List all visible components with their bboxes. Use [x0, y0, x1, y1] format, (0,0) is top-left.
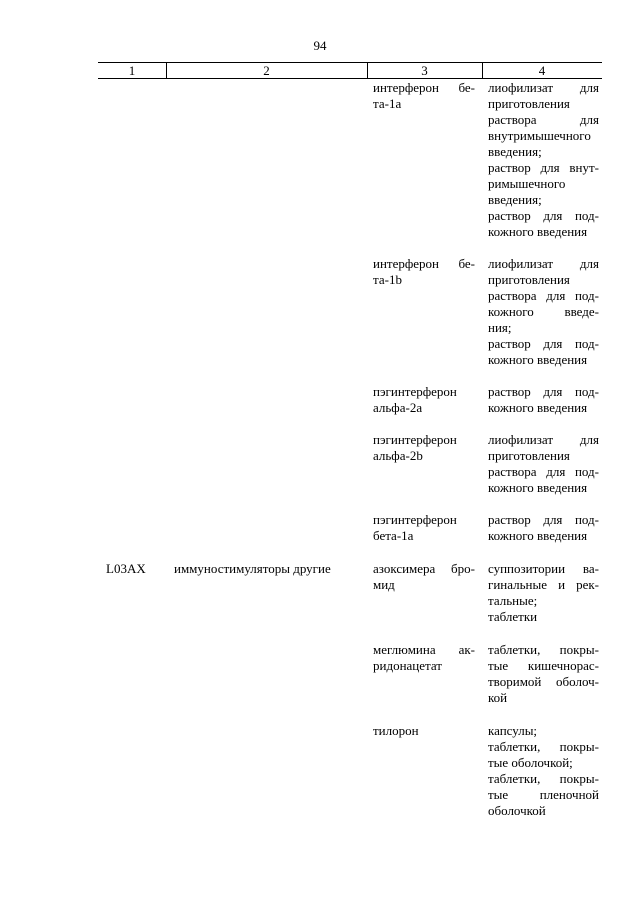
dosage-form-line: раствора для под-: [488, 288, 599, 303]
drug-name-line: ридонацетат: [373, 658, 442, 673]
column-header-2: 2: [263, 63, 270, 78]
dosage-form-line: раствор для внут-: [488, 160, 599, 175]
dosage-form-line: творимой оболоч-: [488, 674, 599, 689]
dosage-form-line: тые пленочной: [488, 787, 599, 802]
dosage-form-line: раствора для под-: [488, 464, 599, 479]
drug-name-line: та-1а: [373, 96, 402, 111]
dosage-form-line: таблетки, покры-: [488, 642, 599, 657]
dosage-form-line: суппозитории ва-: [488, 561, 599, 576]
dosage-form-line: кожного введения: [488, 528, 588, 543]
dosage-form-line: приготовления: [488, 272, 570, 287]
drug-name: [373, 384, 475, 416]
drug-name: [373, 256, 475, 288]
dosage-form-line: раствор для под-: [488, 208, 599, 223]
dosage-form-line: оболочкой: [488, 803, 546, 818]
dosage-form-line: таблетки, покры-: [488, 739, 599, 754]
drug-name-line: та-1b: [373, 272, 402, 287]
drug-name-line: интерферон бе-: [373, 256, 475, 271]
dosage-form-line: приготовления: [488, 448, 570, 463]
drug-name-line: пэгинтерферон: [373, 512, 457, 527]
dosage-form-line: введения;: [488, 192, 542, 207]
drug-name-line: альфа-2а: [373, 400, 423, 415]
dosage-form: [488, 80, 599, 240]
dosage-form-line: кожного введения: [488, 480, 588, 495]
dosage-form-line: гинальные и рек-: [488, 577, 599, 592]
dosage-form: [488, 561, 599, 625]
dosage-form: [488, 512, 599, 544]
dosage-form-line: кожного введения: [488, 224, 588, 239]
page-number: 94: [313, 38, 327, 53]
column-header-4: 4: [538, 63, 546, 78]
dosage-form-line: раствора для: [488, 112, 599, 127]
drug-name: [373, 512, 475, 544]
dosage-form-line: раствор для под-: [488, 384, 599, 399]
dosage-form-line: тые кишечнорас-: [488, 658, 599, 673]
dosage-form-line: кожного введе-: [488, 304, 599, 319]
drug-name-line: бета-1а: [373, 528, 414, 543]
dosage-form-line: таблетки, покры-: [488, 771, 599, 786]
dosage-form-line: ния;: [488, 320, 512, 335]
dosage-form-line: кой: [488, 690, 508, 705]
dosage-form: [488, 723, 599, 819]
dosage-form-line: раствор для под-: [488, 512, 599, 527]
dosage-form: [488, 642, 599, 706]
drug-name: [373, 561, 475, 593]
drug-name-line: мид: [373, 577, 395, 592]
column-header-3: 3: [421, 63, 428, 78]
atc-code: L03AX: [106, 561, 146, 576]
dosage-form-line: раствор для под-: [488, 336, 599, 351]
dosage-form: [488, 256, 599, 368]
drug-name-line: пэгинтерферон: [373, 384, 457, 399]
drug-name-line: азоксимера бро-: [373, 561, 475, 576]
dosage-form-line: лиофилизат для: [488, 80, 599, 95]
drug-name-line: меглюмина ак-: [373, 642, 475, 657]
group-name: иммуностимуляторы другие: [174, 561, 331, 576]
column-header-1: 1: [128, 63, 136, 78]
dosage-form-line: лиофилизат для: [488, 256, 599, 271]
drug-name: [373, 80, 475, 112]
drug-name: [373, 432, 475, 464]
dosage-form-line: римышечного: [488, 176, 566, 191]
drug-name-line: интерферон бе-: [373, 80, 475, 95]
drug-name-line: пэгинтерферон: [373, 432, 457, 447]
dosage-form-line: кожного введения: [488, 400, 588, 415]
dosage-form: [488, 384, 599, 416]
drug-name-line: тилорон: [373, 723, 419, 738]
dosage-form-line: лиофилизат для: [488, 432, 599, 447]
dosage-form-line: тые оболочкой;: [488, 755, 573, 770]
dosage-form-line: внутримышечного: [488, 128, 591, 143]
dosage-form-line: таблетки: [488, 609, 538, 624]
drug-name: [373, 723, 475, 739]
drug-name-line: альфа-2b: [373, 448, 423, 463]
dosage-form-line: тальные;: [488, 593, 538, 608]
dosage-form-line: введения;: [488, 144, 542, 159]
dosage-form-line: капсулы;: [488, 723, 538, 738]
dosage-form-line: кожного введения: [488, 352, 588, 367]
dosage-form: [488, 432, 599, 496]
dosage-form-line: приготовления: [488, 96, 570, 111]
table-header: [98, 62, 602, 79]
drug-name: [373, 642, 475, 674]
